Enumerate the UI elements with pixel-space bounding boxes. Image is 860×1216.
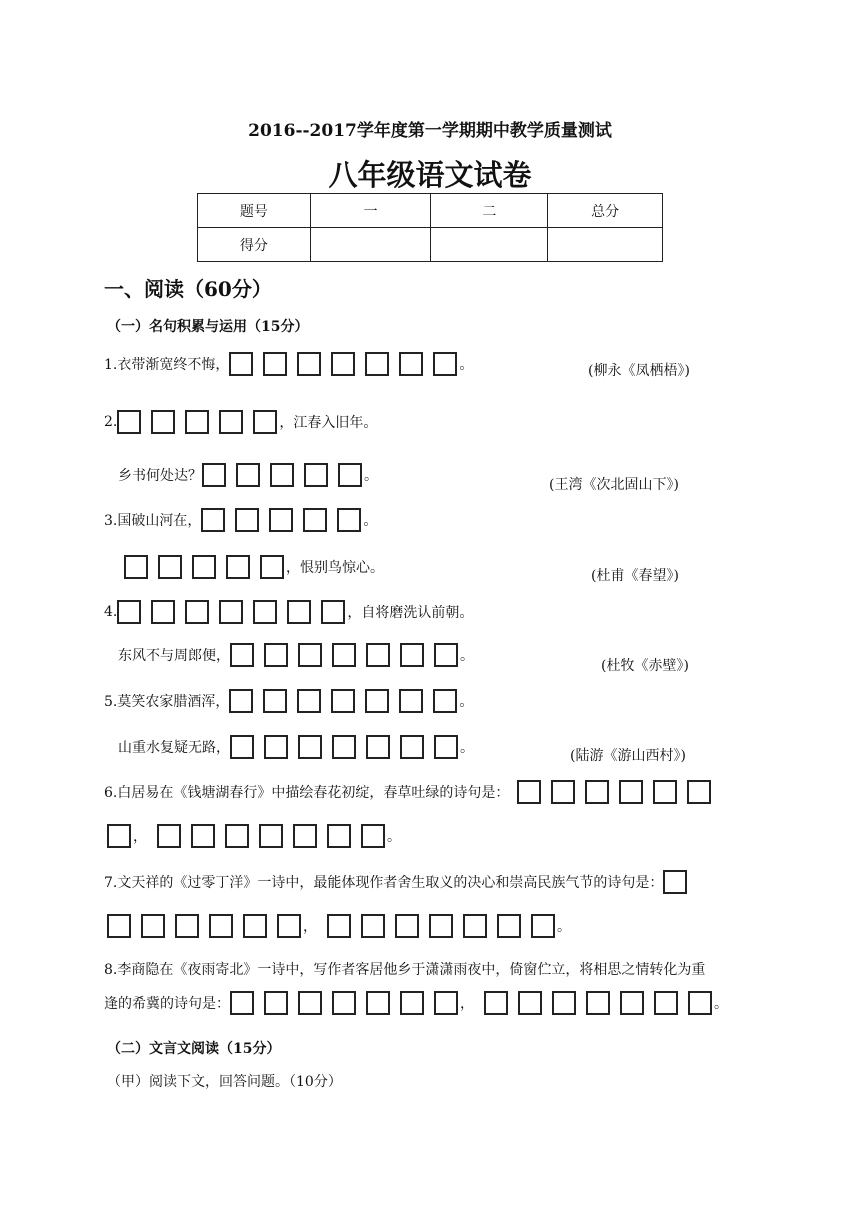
answer-box[interactable] <box>463 914 487 938</box>
answer-box[interactable] <box>687 780 711 804</box>
answer-box[interactable] <box>552 991 576 1015</box>
answer-box[interactable] <box>151 600 175 624</box>
answer-box[interactable] <box>157 824 181 848</box>
punctuation: 。 <box>459 694 474 710</box>
score-input-cell[interactable] <box>548 228 663 262</box>
answer-box[interactable] <box>253 410 277 434</box>
punctuation: 。 <box>557 919 571 935</box>
punctuation: 。 <box>363 513 378 529</box>
answer-box[interactable] <box>260 555 284 579</box>
answer-box[interactable] <box>107 914 131 938</box>
answer-box[interactable] <box>226 555 250 579</box>
question-2-line2 <box>118 463 378 487</box>
score-input-cell[interactable] <box>310 228 431 262</box>
answer-box[interactable] <box>243 914 267 938</box>
answer-box[interactable] <box>434 991 458 1015</box>
answer-box[interactable] <box>620 991 644 1015</box>
answer-box[interactable] <box>201 508 225 532</box>
answer-box[interactable] <box>263 689 287 713</box>
answer-box[interactable] <box>263 352 287 376</box>
answer-box[interactable] <box>151 410 175 434</box>
answer-box[interactable] <box>303 508 327 532</box>
answer-box[interactable] <box>585 780 609 804</box>
question-4 <box>104 600 473 624</box>
answer-box[interactable] <box>688 991 712 1015</box>
question-text: 3.国破山河在， <box>104 513 202 529</box>
answer-box[interactable] <box>497 914 521 938</box>
answer-box[interactable] <box>551 780 575 804</box>
answer-box[interactable] <box>332 735 356 759</box>
answer-box[interactable] <box>117 410 141 434</box>
answer-box[interactable] <box>365 352 389 376</box>
answer-box[interactable] <box>270 463 294 487</box>
punctuation: ， <box>303 919 317 935</box>
answer-box[interactable] <box>158 555 182 579</box>
answer-box[interactable] <box>297 352 321 376</box>
answer-box[interactable] <box>117 600 141 624</box>
question-text: ，自将磨洗认前朝。 <box>347 605 474 621</box>
answer-box[interactable] <box>337 508 361 532</box>
answer-box[interactable] <box>236 463 260 487</box>
answer-box[interactable] <box>185 600 209 624</box>
answer-box[interactable] <box>209 914 233 938</box>
poem-source: (杜甫《春望》) <box>591 568 679 584</box>
punctuation: 。 <box>460 648 474 664</box>
answer-box[interactable] <box>429 914 453 938</box>
answer-box[interactable] <box>433 689 457 713</box>
table-cell: 一 <box>310 194 431 228</box>
question-3 <box>104 508 377 532</box>
answer-box[interactable] <box>484 991 508 1015</box>
answer-box[interactable] <box>434 643 458 667</box>
answer-box[interactable] <box>619 780 643 804</box>
answer-box[interactable] <box>229 352 253 376</box>
answer-box[interactable] <box>361 824 385 848</box>
answer-box[interactable] <box>332 643 356 667</box>
question-5-line2 <box>118 735 474 759</box>
answer-box[interactable] <box>400 643 424 667</box>
part-title: （一）名句积累与运用（15分） <box>107 319 309 335</box>
question-text: 7.文天祥的《过零丁洋》一诗中，最能体现作者舍生取义的决心和崇高民族气节的诗句是： <box>104 875 664 891</box>
answer-box[interactable] <box>366 991 390 1015</box>
question-1 <box>104 352 473 376</box>
answer-box[interactable] <box>293 824 317 848</box>
answer-box[interactable] <box>298 991 322 1015</box>
question-text: 东风不与周郎便， <box>118 648 230 664</box>
punctuation: 。 <box>460 740 474 756</box>
answer-box[interactable] <box>191 824 215 848</box>
answer-box[interactable] <box>219 600 243 624</box>
answer-box[interactable] <box>531 914 555 938</box>
answer-box[interactable] <box>400 735 424 759</box>
poem-source: (杜牧《赤壁》) <box>601 658 689 674</box>
question-text: 1.衣带渐宽终不悔， <box>104 357 230 373</box>
question-text: 5.莫笑农家腊酒浑， <box>104 694 230 710</box>
question-6 <box>104 780 713 804</box>
answer-box[interactable] <box>185 410 209 434</box>
answer-box[interactable] <box>297 689 321 713</box>
question-7-line2 <box>107 914 571 938</box>
question-6-line2 <box>107 824 401 848</box>
answer-box[interactable] <box>338 463 362 487</box>
answer-box[interactable] <box>229 689 253 713</box>
question-8-line2 <box>104 991 728 1015</box>
question-text: 2. <box>104 414 118 430</box>
punctuation: ， <box>133 829 147 845</box>
answer-box[interactable] <box>269 508 293 532</box>
question-text: 山重水复疑无路， <box>118 740 230 756</box>
answer-box[interactable] <box>331 689 355 713</box>
question-7 <box>104 870 689 894</box>
answer-box[interactable] <box>264 643 288 667</box>
answer-box[interactable] <box>327 914 351 938</box>
punctuation: 。 <box>387 829 401 845</box>
score-table <box>197 193 663 262</box>
table-cell: 得分 <box>198 228 311 262</box>
answer-box[interactable] <box>586 991 610 1015</box>
answer-box[interactable] <box>253 600 277 624</box>
punctuation: 。 <box>714 996 728 1012</box>
answer-box[interactable] <box>365 689 389 713</box>
answer-box[interactable] <box>395 914 419 938</box>
answer-box[interactable] <box>124 555 148 579</box>
poem-source: (王湾《次北固山下》) <box>549 477 679 493</box>
answer-box[interactable] <box>264 735 288 759</box>
answer-box[interactable] <box>298 735 322 759</box>
answer-box[interactable] <box>653 780 677 804</box>
answer-box[interactable] <box>298 643 322 667</box>
section-title: 一、阅读（60分） <box>104 277 272 301</box>
answer-box[interactable] <box>654 991 678 1015</box>
punctuation: ， <box>460 996 474 1012</box>
answer-box[interactable] <box>202 463 226 487</box>
question-4-line2 <box>118 643 474 667</box>
answer-box[interactable] <box>277 914 301 938</box>
answer-box[interactable] <box>517 780 541 804</box>
answer-box[interactable] <box>321 600 345 624</box>
answer-box[interactable] <box>107 824 131 848</box>
question-text: ，恨别鸟惊心。 <box>286 560 384 576</box>
exam-title: 八年级语文试卷 <box>328 158 532 192</box>
answer-box[interactable] <box>332 991 356 1015</box>
answer-box[interactable] <box>175 914 199 938</box>
answer-box[interactable] <box>399 689 423 713</box>
answer-box[interactable] <box>225 824 249 848</box>
answer-box[interactable] <box>663 870 687 894</box>
answer-box[interactable] <box>327 824 351 848</box>
answer-box[interactable] <box>264 991 288 1015</box>
answer-box[interactable] <box>331 352 355 376</box>
answer-box[interactable] <box>366 735 390 759</box>
poem-source: (柳永《凤栖梧》) <box>588 363 690 379</box>
answer-box[interactable] <box>361 914 385 938</box>
exam-subtitle: 2016--2017学年度第一学期期中教学质量测试 <box>248 121 612 141</box>
answer-box[interactable] <box>304 463 328 487</box>
question-8: 8.李商隐在《夜雨寄北》一诗中，写作者客居他乡于潇潇雨夜中，倚窗伫立，将相思之情转化为重 <box>104 962 706 978</box>
question-text: 乡书何处达？ <box>118 468 202 484</box>
question-text: ，江春入旧年。 <box>279 415 378 431</box>
part-title: （二）文言文阅读（15分） <box>107 1041 281 1057</box>
answer-box[interactable] <box>399 352 423 376</box>
question-2 <box>104 410 377 434</box>
table-cell: 题号 <box>198 194 311 228</box>
answer-box[interactable] <box>230 643 254 667</box>
question-text: 6.白居易在《钱塘湖春行》中描绘春花初绽，春草吐绿的诗句是： <box>104 785 510 801</box>
question-3-line2 <box>124 555 384 579</box>
table-row <box>198 228 663 262</box>
question-text: 逢的希冀的诗句是： <box>104 996 230 1012</box>
answer-box[interactable] <box>235 508 259 532</box>
table-cell: 二 <box>431 194 548 228</box>
answer-box[interactable] <box>230 991 254 1015</box>
punctuation: 。 <box>459 357 474 373</box>
answer-box[interactable] <box>366 643 390 667</box>
question-text: 4. <box>104 604 118 620</box>
answer-box[interactable] <box>230 735 254 759</box>
poem-source: (陆游《游山西村》) <box>570 748 686 764</box>
answer-box[interactable] <box>141 914 165 938</box>
table-cell: 总分 <box>548 194 663 228</box>
answer-box[interactable] <box>433 352 457 376</box>
answer-box[interactable] <box>287 600 311 624</box>
part-instruction: （甲）阅读下文，回答问题。（10分） <box>107 1074 342 1090</box>
answer-box[interactable] <box>518 991 542 1015</box>
answer-box[interactable] <box>259 824 283 848</box>
score-input-cell[interactable] <box>431 228 548 262</box>
punctuation: 。 <box>364 468 378 484</box>
answer-box[interactable] <box>192 555 216 579</box>
answer-box[interactable] <box>219 410 243 434</box>
answer-box[interactable] <box>434 735 458 759</box>
answer-box[interactable] <box>400 991 424 1015</box>
question-5 <box>104 689 473 713</box>
table-row <box>198 194 663 228</box>
